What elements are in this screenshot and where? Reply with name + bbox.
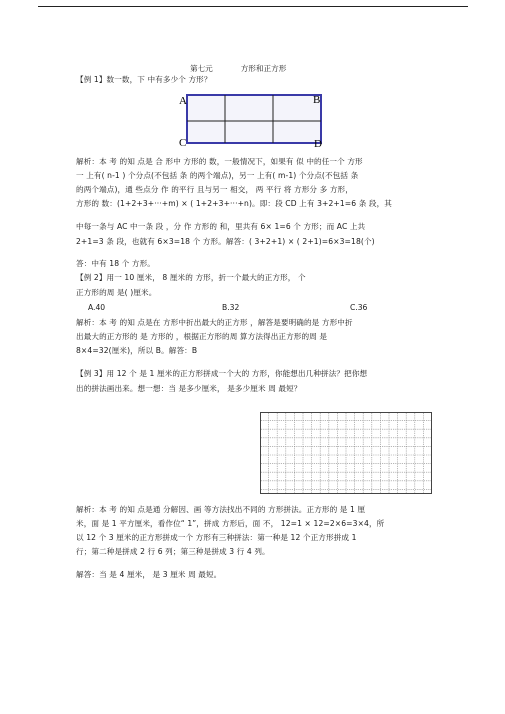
- example3-analysis-line3: 以 12 个 3 厘米的正方形拼成一个 方形有三种拼法：第一种是 12 个正方形拼成 1: [76, 533, 357, 542]
- corner-label-b: B: [313, 94, 321, 106]
- example3-analysis-line1: 解析：本 考 的知 点是通 分解因、画 等方法找出不同的 方形拼法。正方形的 是 1 厘: [76, 505, 366, 514]
- example1-analysis-line1: 解析：本 考 的知 点是 合 形中 方形的 数，一般情况下，如果有 似 中的任一个 方形: [76, 157, 363, 166]
- corner-label-a: A: [179, 95, 187, 107]
- page-title: 第七元 方形和正方形: [190, 64, 287, 73]
- example1-analysis-line6: 2+1=3 条 段，也就有 6×3=18 个 方形。解答：( 3+2+1) × ( 2+1)=6×3=18(个): [76, 237, 375, 246]
- example3-answer: 解答：当 是 4 厘米， 是 3 厘米 周 最短。: [76, 570, 222, 579]
- header-rule: [38, 6, 468, 7]
- example2-question-line1: 【例 2】用一 10 厘米， 8 厘米的 方形，折一个最大的正方形， 个: [76, 273, 306, 282]
- corner-label-d: D: [314, 138, 322, 148]
- example1-analysis-line4: 方形的 数：(1+2+3+···+m) × ( 1+2+3+···+n)。即：段 CD 上有 3+2+1=6 条 段，其: [76, 199, 392, 208]
- example2-analysis-line1: 解析：本 考 的知 点是在 方形中折出最大的正方形 ，解答是要明确的是 方形中折: [76, 318, 353, 327]
- example3-question-line2: 出的拼法画出来。想一想：当 是多少厘米， 是多少厘米 周 最短？: [76, 384, 302, 393]
- example2-question-line2: 正方形的周 是( )厘米。: [76, 288, 157, 297]
- example3-analysis-line2: 米，面 是 1 平方厘米，看作位“ 1”，拼成 方形后，面 不， 12=1 × 12=2×6=3×4，所: [76, 519, 385, 528]
- corner-label-c: C: [179, 137, 187, 148]
- grid-paper-figure: [260, 412, 432, 494]
- rectangle-grid-figure: [178, 92, 330, 148]
- example1-analysis-line5: 中每一条与 AC 中一条 段 ，分 作 方形的 和，里共有 6× 1=6 个 方形；而 AC 上共: [76, 222, 366, 231]
- example2-analysis-line2: 出最大的正方形的 是 方形的 ，根据正方形的周 算方法得出正方形的周 是: [76, 332, 328, 341]
- example1-answer: 答：中有 18 个 方形。: [76, 259, 155, 268]
- example3-question-line1: 【例 3】用 12 个 是 1 厘米的正方形拼成一个大的 方形，你能想出几种拼法？把你想: [76, 369, 368, 378]
- option-b: B.32: [222, 303, 240, 312]
- example1-analysis-line3: 的两个端点)，通 些点分 作 的平行 且与另一 相交， 两 平行 将 方形分 多 方形，: [76, 185, 353, 194]
- example2-analysis-line3: 8×4=32(厘米)，所以 B。解答：B: [76, 346, 198, 355]
- example1-question: 【例 1】数一数，下 中有多少个 方形？: [76, 75, 212, 84]
- option-a: A.40: [88, 303, 106, 312]
- example3-analysis-line4: 行；第二种是拼成 2 行 6 列；第三种是拼成 3 行 4 列。: [76, 547, 270, 556]
- option-c: C.36: [350, 303, 368, 312]
- example1-analysis-line2: 一 上有( n-1 ) 个分点(不包括 条 的两个端点)，另一 上有( m-1) 个分点(不包括 条: [76, 171, 359, 180]
